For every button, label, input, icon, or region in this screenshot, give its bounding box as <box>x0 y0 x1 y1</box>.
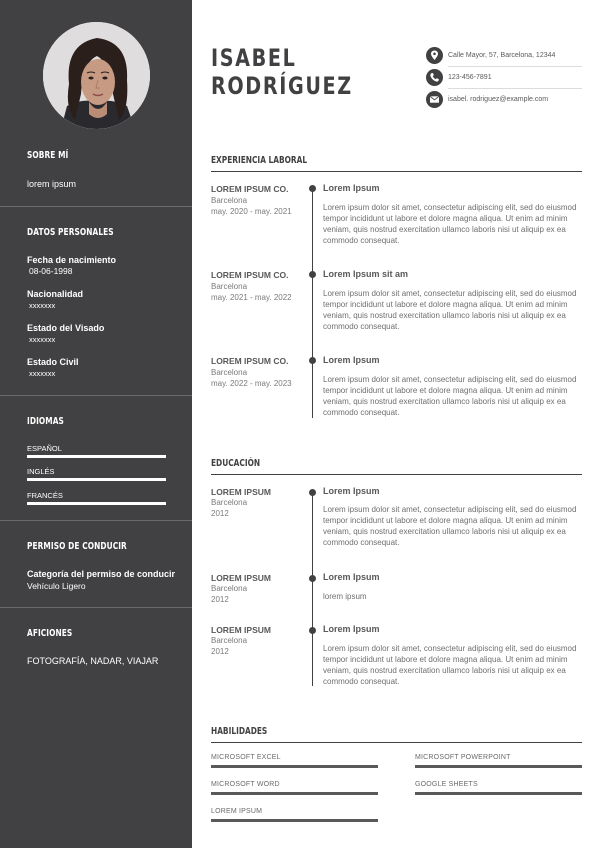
entry-location: Barcelona <box>211 636 248 645</box>
entry-description: Lorem ipsum dolor sit amet, consectetur adipiscing elit, sed do eiusmod tempor incididunt ut labore et dolore magna aliqua. Ut enim ad minim veniam, quis nostrud exercitation ullamco laboris nisi ut aliquip ex ea commodo consequat. <box>323 375 577 417</box>
entry-description: Lorem ipsum dolor sit amet, consectetur adipiscing elit, sed do eiusmod tempor incididunt ut labore et dolore magna aliqua. Ut enim ad minim veniam, quis nostrud exercitation ullamco laboris nisi ut aliquip ex ea commodo consequat. <box>323 505 577 547</box>
language-label: ESPAÑOL <box>27 444 62 453</box>
entry-title: Lorem Ipsum <box>323 572 380 582</box>
skill-level-bar <box>211 792 378 795</box>
experience-title: EXPERIENCIA LABORAL <box>211 155 308 166</box>
timeline-dot <box>309 271 316 278</box>
timeline-dot <box>309 627 316 634</box>
timeline-dot <box>309 575 316 582</box>
skill-label: MICROSOFT WORD <box>211 781 280 788</box>
sidebar-divider <box>0 206 192 207</box>
entry-organization: LOREM IPSUM <box>211 573 271 583</box>
entry-dates: 2012 <box>211 509 229 518</box>
entry-title: Lorem Ipsum <box>323 183 380 193</box>
entry-description: Lorem ipsum dolor sit amet, consectetur adipiscing elit, sed do eiusmod tempor incididunt ut labore et dolore magna aliqua. Ut enim ad minim veniam, quis nostrud exercitation ullamco laboris nisi ut aliquip ex ea commodo consequat. <box>323 203 577 245</box>
skill-label: GOOGLE SHEETS <box>415 781 478 788</box>
entry-dates: 2012 <box>211 595 229 604</box>
address-text: Calle Mayor, 57, Barcelona, 12344 <box>448 52 556 59</box>
entry-organization: LOREM IPSUM <box>211 625 271 635</box>
contact-divider <box>448 88 582 89</box>
entry-dates: may. 2020 - may. 2021 <box>211 207 292 216</box>
section-rule <box>211 742 582 743</box>
contact-divider <box>448 66 582 67</box>
language-level-bar <box>27 502 166 505</box>
language-label: FRANCÉS <box>27 491 63 500</box>
sidebar-divider <box>0 520 192 521</box>
sidebar <box>0 0 192 848</box>
birthdate-value: 08-06-1998 <box>29 266 73 276</box>
hobbies-title: AFICIONES <box>27 628 73 639</box>
visa-status-label: Estado del Visado <box>27 323 105 333</box>
visa-status-value: xxxxxxx <box>29 335 56 344</box>
phone-text: 123-456-7891 <box>448 74 492 81</box>
entry-organization: LOREM IPSUM <box>211 487 271 497</box>
entry-description: Lorem ipsum dolor sit amet, consectetur adipiscing elit, sed do eiusmod tempor incididunt ut labore et dolore magna aliqua. Ut enim ad minim veniam, quis nostrud exercitation ullamco laboris nisi ut aliquip ex ea commodo consequat. <box>323 289 577 331</box>
phone-icon <box>426 69 443 86</box>
section-rule <box>211 474 582 475</box>
sidebar-divider <box>0 395 192 396</box>
about-title: SOBRE MÍ <box>27 150 69 161</box>
entry-title: Lorem Ipsum sit am <box>323 269 409 279</box>
entry-organization: LOREM IPSUM CO. <box>211 356 289 366</box>
entry-organization: LOREM IPSUM CO. <box>211 270 289 280</box>
skill-level-bar <box>211 765 378 768</box>
section-rule <box>211 171 582 172</box>
skill-label: LOREM IPSUM <box>211 808 263 815</box>
profile-photo <box>43 22 150 129</box>
timeline-dot <box>309 185 316 192</box>
entry-location: Barcelona <box>211 584 248 593</box>
entry-title: Lorem Ipsum <box>323 486 380 496</box>
entry-location: Barcelona <box>211 368 248 377</box>
about-text: lorem ipsum <box>27 179 77 189</box>
entry-dates: may. 2021 - may. 2022 <box>211 293 292 302</box>
nationality-label: Nacionalidad <box>27 289 84 299</box>
marital-status-label: Estado Civil <box>27 357 79 367</box>
skill-level-bar <box>211 819 378 822</box>
language-level-bar <box>27 478 166 481</box>
entry-description: Lorem ipsum dolor sit amet, consectetur adipiscing elit, sed do eiusmod tempor incididunt ut labore et dolore magna aliqua. Ut enim ad minim veniam, quis nostrud exercitation ullamco laboris nisi ut aliquip ex ea commodo consequat. <box>323 644 577 686</box>
languages-title: IDIOMAS <box>27 416 64 427</box>
skill-label: MICROSOFT EXCEL <box>211 754 281 761</box>
email-text: isabel. rodriguez@example.com <box>448 96 549 103</box>
entry-location: Barcelona <box>211 196 248 205</box>
sidebar-divider <box>0 607 192 608</box>
personal-data-title: DATOS PERSONALES <box>27 227 114 238</box>
birthdate-label: Fecha de nacimiento <box>27 255 117 265</box>
last-name: RODRÍGUEZ <box>211 72 353 100</box>
nationality-value: xxxxxxx <box>29 301 56 310</box>
location-pin-icon <box>426 47 443 64</box>
entry-organization: LOREM IPSUM CO. <box>211 184 289 194</box>
marital-status-value: xxxxxxx <box>29 369 56 378</box>
skills-title: HABILIDADES <box>211 726 268 737</box>
education-timeline <box>312 492 313 686</box>
entry-title: Lorem Ipsum <box>323 624 380 634</box>
timeline-dot <box>309 357 316 364</box>
entry-location: Barcelona <box>211 498 248 507</box>
experience-timeline <box>312 188 313 418</box>
timeline-dot <box>309 489 316 496</box>
language-level-bar <box>27 455 166 458</box>
license-category-value: Vehículo Ligero <box>27 581 86 591</box>
entry-dates: 2012 <box>211 647 229 656</box>
skill-level-bar <box>415 765 582 768</box>
first-name: ISABEL <box>211 44 297 72</box>
mail-icon <box>426 91 443 108</box>
portrait-image <box>43 22 150 129</box>
entry-dates: may. 2022 - may. 2023 <box>211 379 292 388</box>
education-title: EDUCACIÓN <box>211 458 261 469</box>
skill-label: MICROSOFT POWERPOINT <box>415 754 511 761</box>
entry-title: Lorem Ipsum <box>323 355 380 365</box>
entry-description: lorem ipsum <box>323 592 367 601</box>
hobbies-text: FOTOGRAFÍA, NADAR, VIAJAR <box>27 656 159 666</box>
language-label: INGLÉS <box>27 467 55 476</box>
driving-license-title: PERMISO DE CONDUCIR <box>27 541 127 552</box>
entry-location: Barcelona <box>211 282 248 291</box>
skill-level-bar <box>415 792 582 795</box>
license-category-label: Categoría del permiso de conducir <box>27 569 176 579</box>
